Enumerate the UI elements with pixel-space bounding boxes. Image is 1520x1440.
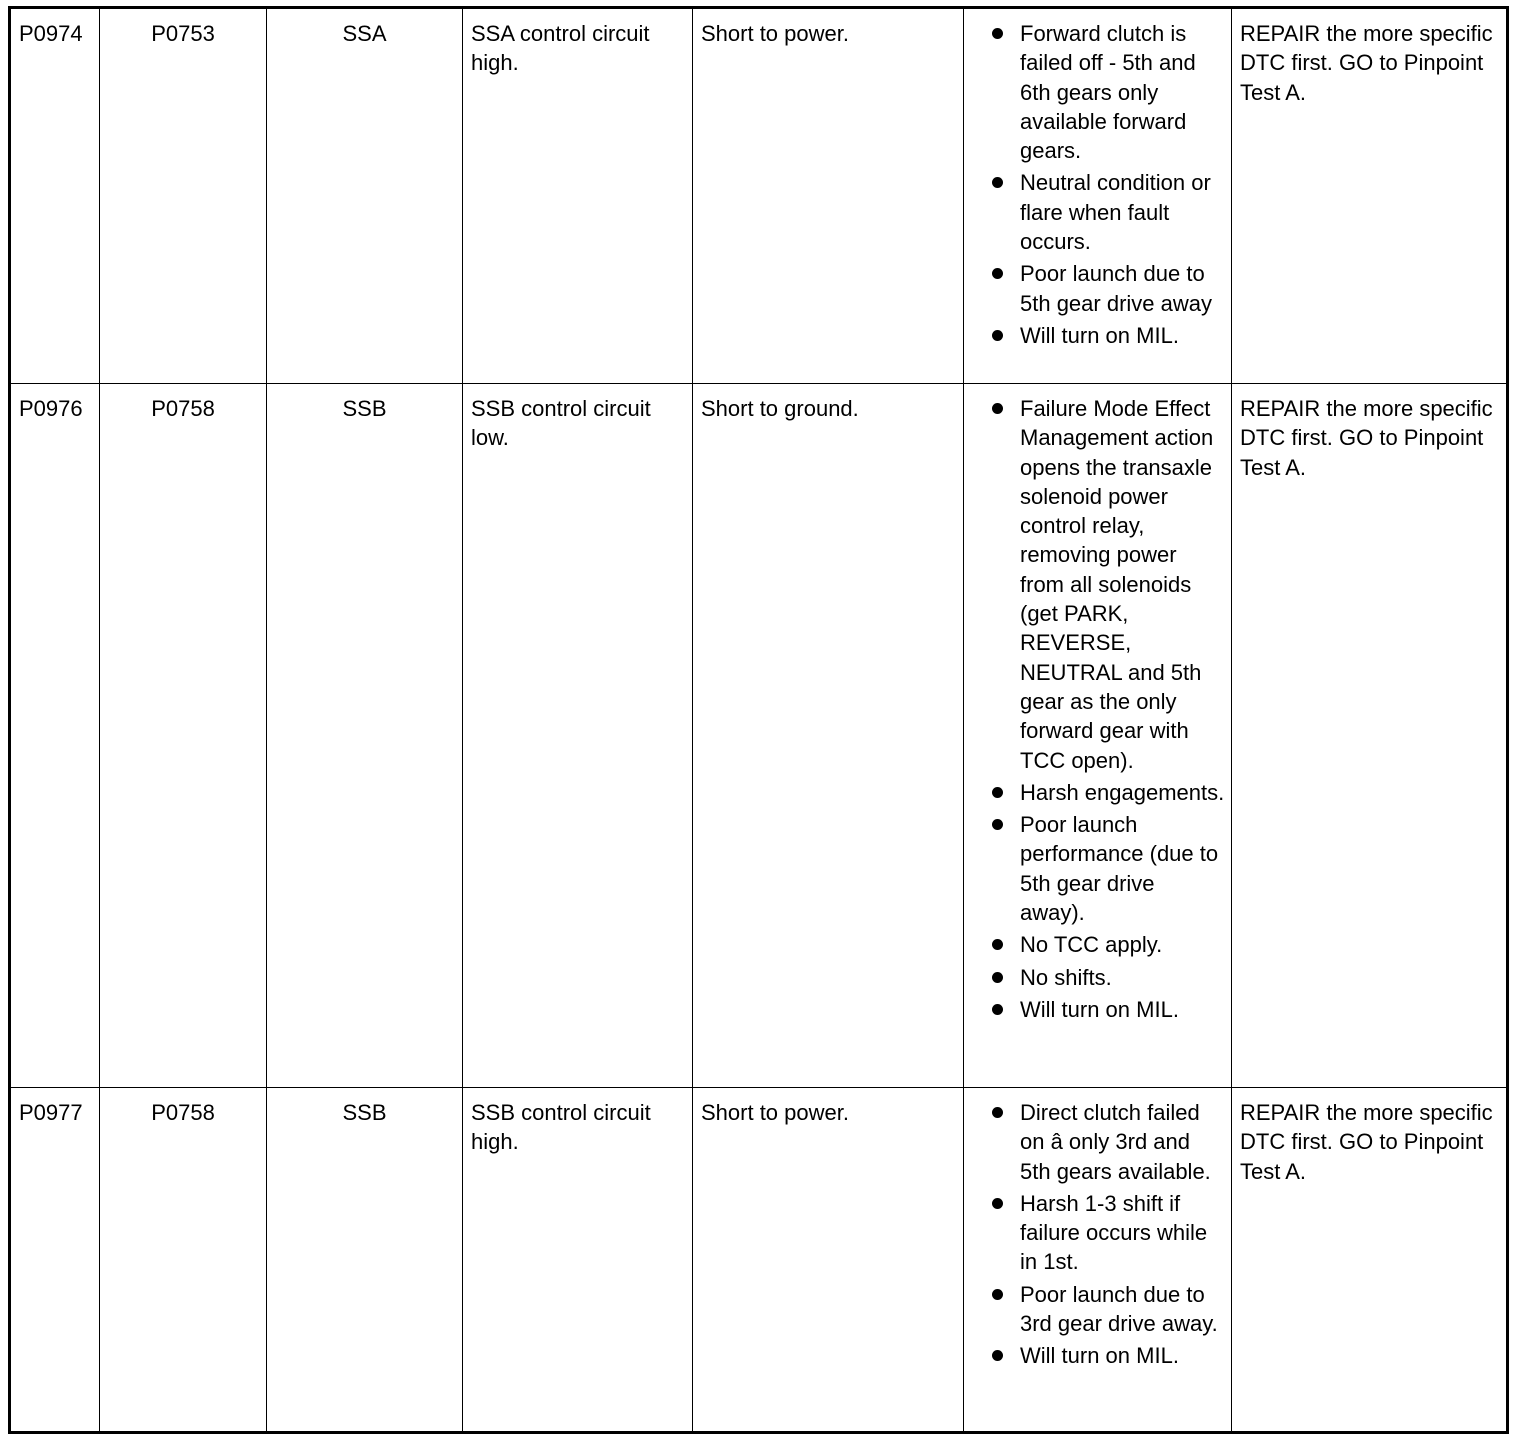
action-cell: REPAIR the more specific DTC first. GO to Pinpoint Test A. — [1232, 8, 1508, 384]
symptom-text: Neutral condition or flare when fault occurs. — [1020, 170, 1211, 255]
component-cell: SSA — [267, 8, 463, 384]
bullet-icon — [992, 1198, 1003, 1209]
symptom-item — [974, 1098, 1225, 1186]
description-cell: SSA control circuit high. — [463, 8, 693, 384]
symptom-text: Poor launch due to 3rd gear drive away. — [1020, 1281, 1218, 1337]
bullet-icon — [992, 972, 1003, 983]
symptom-text: Harsh engagements. — [1020, 779, 1225, 805]
symptom-item — [974, 168, 1225, 256]
description-cell: SSB control circuit high. — [463, 1088, 693, 1433]
bullet-icon — [992, 787, 1003, 798]
symptoms-cell — [964, 384, 1232, 1088]
dtc-cell: P0974 — [10, 8, 100, 384]
symptom-item — [974, 394, 1225, 775]
symptom-text: Will turn on MIL. — [1020, 322, 1179, 348]
condition-cell: Short to power. — [693, 8, 964, 384]
symptoms-cell — [964, 8, 1232, 384]
symptom-text: Harsh 1-3 shift if failure occurs while in 1st. — [1020, 1190, 1208, 1275]
component-cell: SSB — [267, 384, 463, 1088]
symptom-item — [974, 778, 1225, 807]
symptom-item — [974, 930, 1225, 959]
bullet-icon — [992, 177, 1003, 188]
symptom-text: Will turn on MIL. — [1020, 1343, 1179, 1369]
bullet-icon — [992, 819, 1003, 830]
table-row — [10, 384, 1508, 1088]
symptom-text: Forward clutch is failed off - 5th and 6th gears only available forward gears. — [1020, 21, 1196, 164]
bullet-icon — [992, 1107, 1003, 1118]
symptom-item — [974, 321, 1225, 350]
dtc-cell: P0977 — [10, 1088, 100, 1433]
symptom-text: No TCC apply. — [1020, 932, 1163, 958]
bullet-icon — [992, 939, 1003, 950]
symptom-item — [974, 810, 1225, 927]
symptom-text: No shifts. — [1020, 964, 1112, 990]
table-row — [10, 8, 1508, 384]
bullet-icon — [992, 28, 1003, 39]
symptom-list — [974, 394, 1225, 1024]
symptom-list — [974, 19, 1225, 350]
symptom-text: Will turn on MIL. — [1020, 996, 1179, 1022]
symptom-text: Poor launch due to 5th gear drive away — [1020, 261, 1212, 316]
condition-cell: Short to ground. — [693, 384, 964, 1088]
bullet-icon — [992, 268, 1003, 279]
component-cell: SSB — [267, 1088, 463, 1433]
symptom-item — [974, 1341, 1225, 1370]
bullet-icon — [992, 330, 1003, 341]
symptom-list — [974, 1098, 1225, 1371]
condition-cell: Short to power. — [693, 1088, 964, 1433]
dtc-table — [8, 6, 1509, 1434]
description-cell: SSB control circuit low. — [463, 384, 693, 1088]
symptom-item — [974, 259, 1225, 318]
symptom-item — [974, 19, 1225, 165]
symptom-item — [974, 1189, 1225, 1277]
symptom-item — [974, 1280, 1225, 1339]
dtc-cell: P0976 — [10, 384, 100, 1088]
symptoms-cell — [964, 1088, 1232, 1433]
symptom-text: Direct clutch failed on â only 3rd and 5th gears available. — [1020, 1100, 1211, 1184]
obd-code-cell: P0758 — [100, 1088, 267, 1433]
symptom-text: Poor launch performance (due to 5th gear drive away). — [1020, 812, 1219, 926]
bullet-icon — [992, 1350, 1003, 1361]
table-row — [10, 1088, 1508, 1433]
symptom-item — [974, 995, 1225, 1024]
bullet-icon — [992, 403, 1003, 414]
action-cell: REPAIR the more specific DTC first. GO to Pinpoint Test A. — [1232, 1088, 1508, 1433]
obd-code-cell: P0758 — [100, 384, 267, 1088]
symptom-text: Failure Mode Effect Management action opens the transaxle solenoid power control relay, removing power from all solenoids (get PARK, REVERSE, NEUTRAL and 5th gear as the only forward gear with TCC open). — [1020, 396, 1214, 773]
obd-code-cell: P0753 — [100, 8, 267, 384]
bullet-icon — [992, 1289, 1003, 1300]
action-cell: REPAIR the more specific DTC first. GO to Pinpoint Test A. — [1232, 384, 1508, 1088]
symptom-item — [974, 963, 1225, 992]
bullet-icon — [992, 1004, 1003, 1015]
